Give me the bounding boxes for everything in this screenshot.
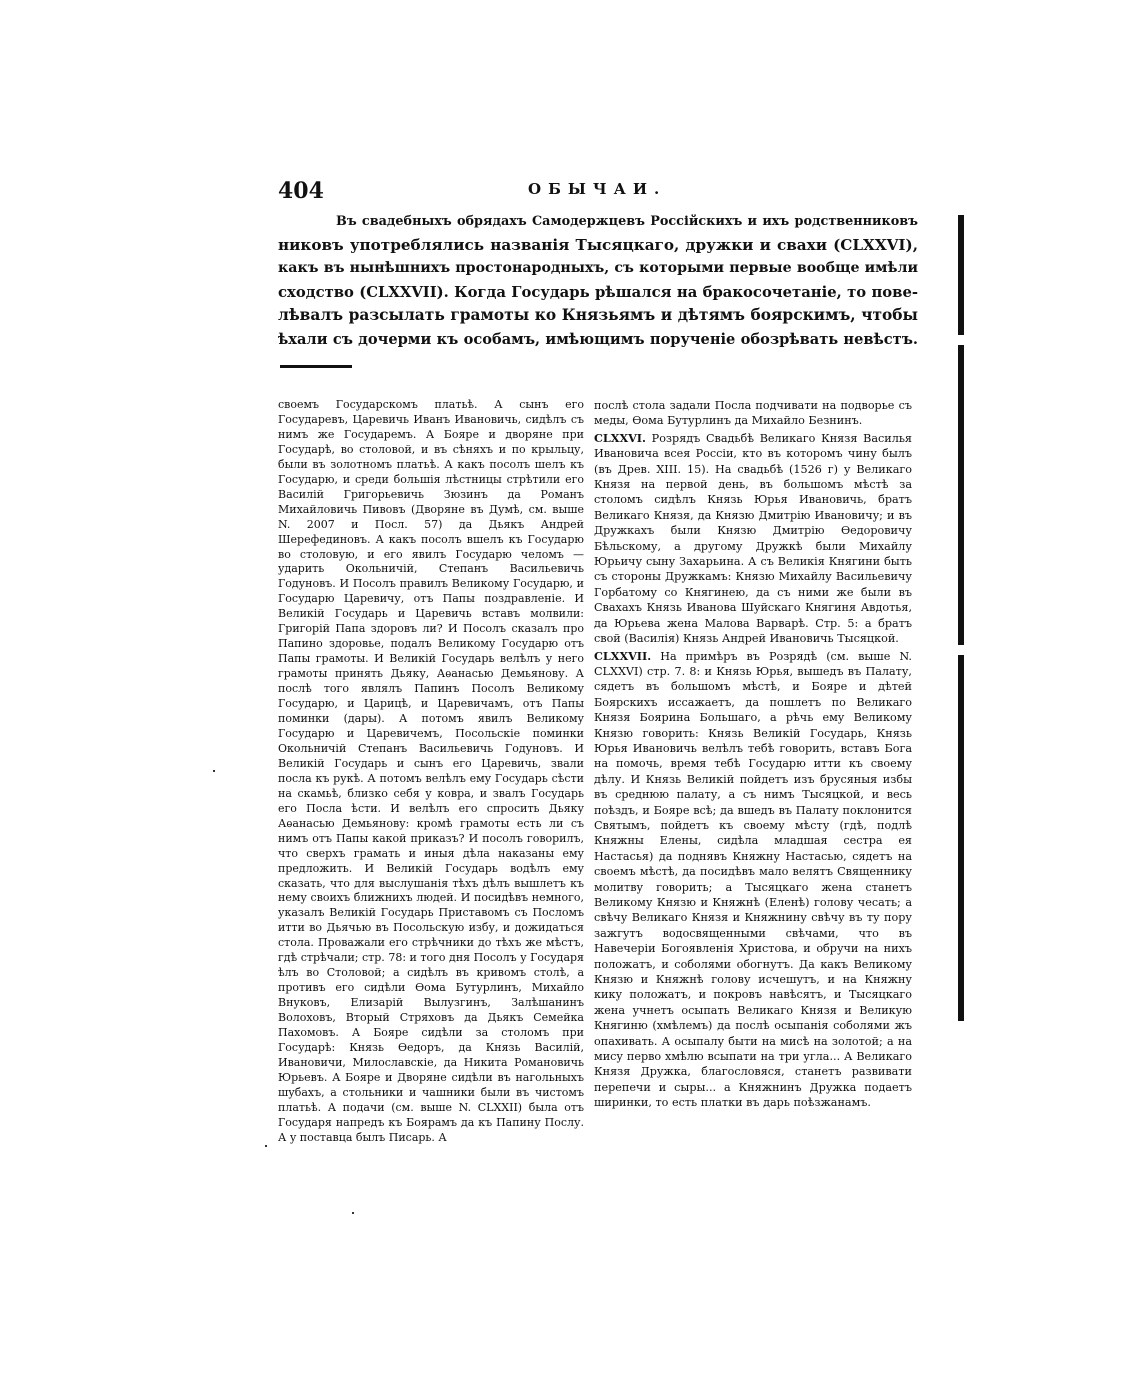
footnote-text: послѣ стола задали Посла подчивати на подворье съ меды, Ѳома Бутурлинъ да Михайло Безнинъ. [594, 399, 912, 428]
footnote-text: Розрядъ Свадьбѣ Великаго Князя Василья Ивановича всея Россіи, кто въ которомъ чину былъ (въ Древ. XIII. 15). На свадьбѣ (1526 г) у Великаго Князя на первой день, въ большомъ мѣстѣ за столомъ сидѣлъ Князь Юрья Ивановичь, братъ Великаго Князя, да Князю Дмитрію Ивановичу; и въ Дружкахъ были Князю Дмитрію Ѳедоровичу Бѣльскому, а другому Дружкѣ были Михайлу Юрьичу сыну Захарьина. А съ Великія Княгини быть съ стороны Дружкамъ: Князю Михайлу Васильевичу Горбатому со Княгинею, да съ ними же были въ Свахахъ Князь Иванова Шуйскаго Княгиня Авдотья, да Юрьева жена Малова Варварѣ. Стр. 5: а братъ свой (Василія) Князь Андрей Ивановичь Тысяцкой. [594, 431, 912, 646]
footnote-clxxvi [594, 431, 912, 647]
main-text-line: ѣхали съ дочерми къ особамъ, имѣющимъ порученіе обозрѣвать невѣстъ. [278, 330, 918, 348]
footnote-clxxvii [594, 649, 912, 1111]
scan-margin-bar [958, 215, 964, 335]
main-paragraph [278, 210, 918, 351]
running-title: ОБЫЧАИ. [528, 180, 667, 198]
scan-speck [213, 770, 215, 772]
footnote-text: своемъ Государскомъ платьѣ. А сынъ его Государевъ, Царевичь Иванъ Ивановичь, сидѣлъ съ нимъ же Государемъ. А Бояре и дворяне при Государѣ, во столовой, и въ сѣняхъ и по крыльцу, были въ золотномъ платьѣ. А какъ посолъ шелъ къ Государю, и среди большія лѣстницы стрѣтили его Василій Григорьевичь Зюзинъ да Романъ Михайловичь Пивовъ (Дворяне въ Думѣ, см. выше N. 2007 и Посл. 57) да Дьякъ Андрей Шерефединовъ. А какъ посолъ вшелъ къ Государю во столовую, и его явилъ Государю челомъ — ударить Окольничій, Степанъ Васильевичь Годуновъ. И Посолъ правилъ Великому Государю, и Государю Царевичу, отъ Папы поздравленіе. И Великій Государь и Царевичь вставъ молвили: Григорій Папа здоровъ ли? И Посолъ сказалъ про Папино здоровье, подалъ Великому Государю отъ Папы грамоты. И Великій Государь велѣлъ у него грамоты принять Дьяку, Аѳанасью Демьянову. А послѣ того являлъ Папинъ Посолъ Великому Государю, и Царицѣ, и Царевичамъ, отъ Папы поминки (дары). А потомъ явилъ Великому Государю и Царевичемъ, Посольскіе поминки Окольничій Степанъ Васильевичь Годуновъ. И Великій Государь и сынъ его Царевичь, звали посла къ рукѣ. А потомъ велѣлъ ему Государь сѣсти на скамьѣ, близко себя у ковра, и звалъ Государь его Посла ѣсти. И велѣлъ его спросить Дьяку Аѳанасью Демьянову: кромѣ грамоты есть ли съ нимъ отъ Папы какой приказъ? И посолъ говорилъ, что сверхъ грамать и иныя дѣла наказаны ему предложить. И Великій Государь водѣлъ ему сказать, что для выслушанія тѣхъ дѣлъ вышлетъ къ нему своихъ ближнихъ людей. И посидѣвъ немного, указалъ Великій Государь Приставомъ съ Посломъ итти во Дьячью въ Посольскую избу, и дожидаться стола. Проважали его стрѣчники до тѣхъ же мѣстъ, гдѣ стрѣчали; стр. 78: и того дня Посолъ у Государя ѣлъ во Столовой; а сидѣлъ въ кривомъ столѣ, а противъ его сидѣли Ѳома Бутурлинъ, Михайло Внуковъ, Елизарій Вылузгинъ, Залѣшанинъ Волоховъ, Вторый Стряховъ да Дьякъ Семейка Пахомовъ. А Бояре сидѣли за столомъ при Государѣ: Князь Ѳедоръ, да Князь Василій, Ивановичи, Милославскіе, да Никита Романовичь Юрьевъ. А Бояре и Дворяне сидѣли въ нагольныхъ шубахъ, а стольники и чашники были въ чистомъ платьѣ. А подачи (см. выше N. CLXXII) была отъ Государя напредъ къ Боярамъ да къ Папину Послу. А у поставца былъ Писарь. А [278, 398, 584, 1144]
scan-speck [352, 1212, 354, 1214]
footnote-number: CLXXVII. [594, 648, 652, 663]
scan-margin-bar [958, 655, 964, 1021]
main-text-line: Въ свадебныхъ обрядахъ Самодержцевъ Россійскихъ и ихъ родственниковъ [336, 214, 918, 229]
main-text-line: сходство (CLXXVII). Когда Государь рѣшался на бракосочетаніе, то пове- [278, 283, 918, 301]
footnote-continuation [594, 398, 912, 429]
scan-margin-bar [958, 345, 964, 645]
footnotes-right-column [594, 398, 912, 1113]
footnotes-left-column [278, 398, 584, 1148]
page-header [278, 178, 938, 208]
footnote-separator-rule [280, 365, 352, 368]
footnote-number: CLXXVI. [594, 430, 646, 445]
main-text-line: никовъ употреблялись названія Тысяцкаго, дружки и свахи (CLXXVI), [278, 235, 918, 254]
footnote-text: На примѣръ въ Розрядѣ (см. выше N. CLXXVI) стр. 7. 8: и Князь Юрья, вышедъ въ Палату, сядетъ въ большомъ мѣстѣ, и Бояре и дѣтей Боярскихъ иссажаетъ, да пошлетъ по Великаго Князя Боярина Большаго, а рѣчь ему Великому Князю говорить: Князь Великій Государь, Князь Юрья Ивановичь велѣлъ тебѣ говорить, вставъ Бога на помочь, время тебѣ Государю итти къ своему дѣлу. И Князь Великій пойдетъ изъ брусяныя избы въ среднюю палату, а съ нимъ Тысяцкой, и весь поѣздъ, и Бояре всѣ; да вшедъ въ Палату поклонится Святымъ, пойдетъ къ своему мѣсту (гдѣ, подлѣ Княжны Елены, сидѣла младшая сестра ея Настасья) да поднявъ Княжну Настасью, сядетъ на своемъ мѣстѣ, да посидѣвъ мало велятъ Священнику молитву говорить; а Тысяцкаго жена станетъ Великому Князю и Княжнѣ (Еленѣ) голову чесать; а свѣчу Великаго Князя и Княжнину свѣчу въ ту пору зажгутъ водосвященными свѣчами, что въ Навечеріи Богоявленія Христова, и обручи на нихъ положатъ, и соболями обогнутъ. Да какъ Великому Князю и Княжнѣ голову исчешутъ, и на Княжну кику положатъ, и покровъ навѣсятъ, и Тысяцкаго жена учнетъ осыпать Великаго Князя и Великую Княгиню (хмѣлемъ) да послѣ осыпанія соболями жъ опахивать. А осыпалу быти на мисѣ на золотой; а на мису перво хмѣлю всыпати на три угла... А Великаго Князя Дружка, благословяся, станетъ развивати перепечи и сыры... а Княжнинъ Дружка подаетъ ширинки, то есть платки въ дарь поѣзжанамъ. [594, 649, 912, 1110]
main-text-line: какъ въ нынѣшнихъ простонародныхъ, съ которыми первые вообще имѣли [278, 260, 918, 276]
main-text-line: лѣвалъ разсылать грамоты ко Князьямъ и дѣтямъ боярскимъ, чтобы [278, 306, 918, 324]
page-number: 404 [278, 178, 324, 204]
scan-speck [265, 1145, 267, 1147]
